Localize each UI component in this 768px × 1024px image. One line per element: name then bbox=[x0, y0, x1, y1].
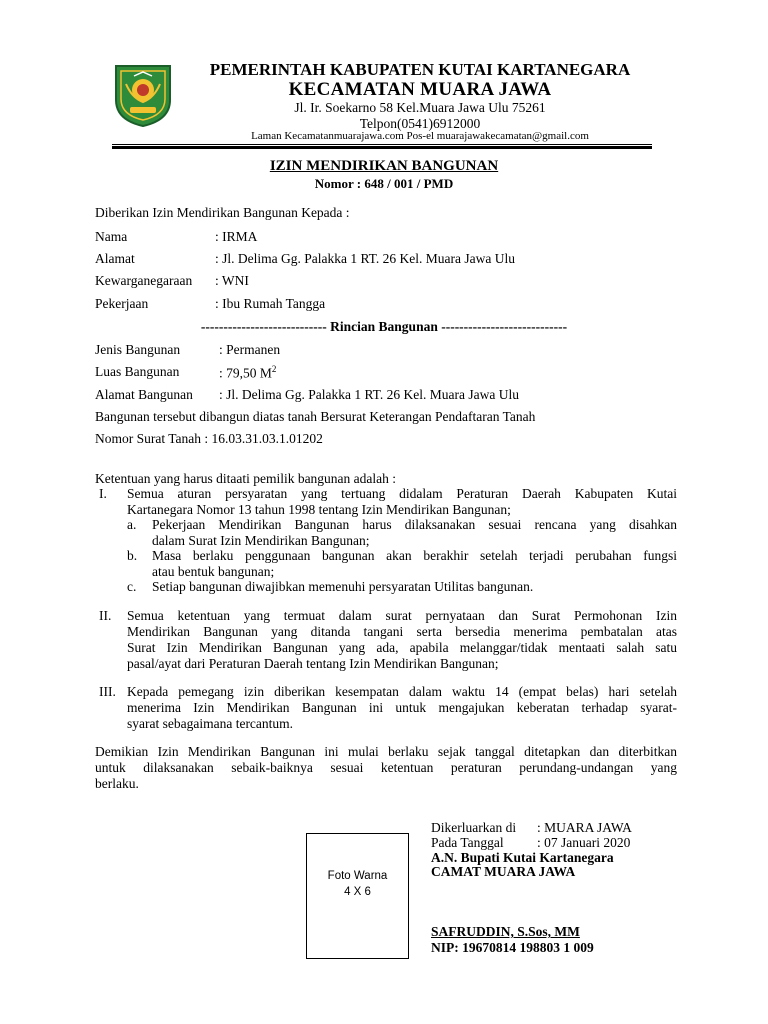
document-number: Nomor : 648 / 001 / PMD bbox=[314, 176, 454, 191]
ketentuan-1c-line-1: Setiap bangunan diwajibkan memenuhi persyaratan Utilitas bangunan. bbox=[152, 579, 534, 594]
rincian-header: ---------------------------- Rincian Bangunan ---------------------------- bbox=[200, 319, 568, 334]
issued-date-label: Pada Tanggal bbox=[431, 835, 504, 850]
issued-date-value: : 07 Januari 2020 bbox=[537, 835, 631, 850]
rincian-value-luas-sup: 2 bbox=[271, 364, 277, 374]
intro-text: Diberikan Izin Mendirikan Bangunan Kepada : bbox=[95, 205, 350, 220]
ketentuan-3-line-3: syarat sebagaimana tercantum. bbox=[127, 716, 294, 731]
ketentuan-2-number: II. bbox=[99, 608, 112, 623]
tanah-text: Bangunan tersebut dibangun diatas tanah Bersurat Keterangan Pendaftaran Tanah bbox=[95, 409, 536, 424]
ketentuan-intro: Ketentuan yang harus ditaati pemilik bangunan adalah : bbox=[95, 471, 397, 486]
ketentuan-1b-line-1: Masa berlaku penggunaan bangunan akan berakhir setelah terjadi perubahan fungsi bbox=[152, 548, 677, 563]
ketentuan-1b-number: b. bbox=[127, 548, 138, 563]
rincian-label-alamat: Alamat Bangunan bbox=[95, 387, 193, 402]
rincian-value-luas bbox=[219, 364, 276, 382]
ketentuan-1-line-1: Semua aturan persyaratan yang tertuang didalam Peraturan Daerah Kabupaten Kutai bbox=[127, 486, 677, 501]
ketentuan-2-line-4: pasal/ayat dari Peraturan Daerah tentang Izin Mendirikan Bangunan; bbox=[127, 656, 499, 671]
issued-at-value: : MUARA JAWA bbox=[537, 820, 632, 835]
regency-emblem-logo bbox=[112, 62, 174, 128]
letterhead-district: KECAMATAN MUARA JAWA bbox=[288, 79, 552, 100]
ketentuan-1a-line-1: Pekerjaan Mendirikan Bangunan harus dilaksanakan sesuai rencana yang disahkan bbox=[152, 517, 677, 532]
rincian-label-jenis: Jenis Bangunan bbox=[95, 342, 181, 357]
letterhead-address: Jl. Ir. Soekarno 58 Kel.Muara Jawa Ulu 75261 bbox=[294, 100, 546, 115]
rincian-value-luas-number: : 79,50 M bbox=[219, 365, 272, 381]
letterhead-divider-thin bbox=[112, 144, 652, 145]
closing-line-1: Demikian Izin Mendirikan Bangunan ini mulai berlaku sejak tanggal ditetapkan dan diterbitkan bbox=[95, 744, 677, 759]
rincian-label-luas: Luas Bangunan bbox=[95, 364, 180, 379]
ketentuan-1c-number: c. bbox=[127, 579, 137, 594]
identity-value-nama: : IRMA bbox=[215, 229, 258, 244]
document-title: IZIN MENDIRIKAN BANGUNAN bbox=[269, 158, 499, 174]
photo-placeholder-box bbox=[306, 833, 409, 959]
signatory-name: SAFRUDDIN, S.Sos, MM bbox=[431, 924, 580, 939]
identity-label-kewarganegaraan: Kewarganegaraan bbox=[95, 273, 193, 288]
ketentuan-1b-line-2: atau bentuk bangunan; bbox=[152, 564, 275, 579]
identity-label-nama: Nama bbox=[95, 229, 128, 244]
ketentuan-2-line-2: Mendirikan Bangunan yang ditanda tangani serta bersedia menerima pembatalan atas bbox=[127, 624, 677, 639]
identity-value-kewarganegaraan: : WNI bbox=[215, 273, 249, 288]
signatory-nip: NIP: 19670814 198803 1 009 bbox=[431, 940, 594, 955]
ketentuan-2-line-3: Surat Izin Mendirikan Bangunan yang ada, apabila melanggar/tidak mentaati salah satu bbox=[127, 640, 677, 655]
letterhead-government: PEMERINTAH KABUPATEN KUTAI KARTANEGARA bbox=[209, 60, 631, 79]
identity-value-pekerjaan: : Ibu Rumah Tangga bbox=[215, 296, 326, 311]
ketentuan-1a-line-2: dalam Surat Izin Mendirikan Bangunan; bbox=[152, 533, 370, 548]
ketentuan-3-line-1: Kepada pemegang izin diberikan kesempatan dalam waktu 14 (empat belas) hari setelah bbox=[127, 684, 677, 699]
ketentuan-1-number: I. bbox=[99, 486, 107, 501]
closing-line-3: berlaku. bbox=[95, 776, 139, 791]
ketentuan-3-line-2: menerima Izin Mendirikan Bangunan ini untuk mengajukan keberatan terhadap syarat- bbox=[127, 700, 677, 715]
letterhead-web-email: Laman Kecamatanmuarajawa.com Pos-el muarajawakecamatan@gmail.com bbox=[251, 130, 589, 142]
ketentuan-3-number: III. bbox=[99, 684, 116, 699]
rincian-value-jenis: : Permanen bbox=[219, 342, 281, 357]
closing-line-2: untuk dilaksanakan sebaik-baiknya sesuai ketentuan peraturan perundang-undangan yang bbox=[95, 760, 677, 775]
surat-tanah-number: Nomor Surat Tanah : 16.03.31.03.1.01202 bbox=[95, 431, 323, 446]
letterhead-phone: Telpon(0541)6912000 bbox=[359, 116, 481, 131]
issued-at-label: Dikerluarkan di bbox=[431, 820, 517, 835]
ketentuan-1a-number: a. bbox=[127, 517, 137, 532]
ketentuan-1-line-2: Kartanegara Nomor 13 tahun 1998 tentang Izin Mendirikan Bangunan; bbox=[127, 502, 511, 517]
photo-label-line-2: 4 X 6 bbox=[344, 886, 371, 898]
photo-label-line-1: Foto Warna bbox=[327, 870, 388, 882]
identity-label-pekerjaan: Pekerjaan bbox=[95, 296, 149, 311]
ketentuan-2-line-1: Semua ketentuan yang termuat dalam surat pernyataan dan Surat Permohonan Izin bbox=[127, 608, 677, 623]
identity-value-alamat: : Jl. Delima Gg. Palakka 1 RT. 26 Kel. Muara Jawa Ulu bbox=[215, 251, 515, 266]
signatory-role: CAMAT MUARA JAWA bbox=[431, 864, 576, 879]
signatory-on-behalf: A.N. Bupati Kutai Kartanegara bbox=[431, 850, 614, 865]
identity-label-alamat: Alamat bbox=[95, 251, 135, 266]
letterhead-divider-thick bbox=[112, 146, 652, 149]
rincian-value-alamat: : Jl. Delima Gg. Palakka 1 RT. 26 Kel. Muara Jawa Ulu bbox=[219, 387, 519, 402]
